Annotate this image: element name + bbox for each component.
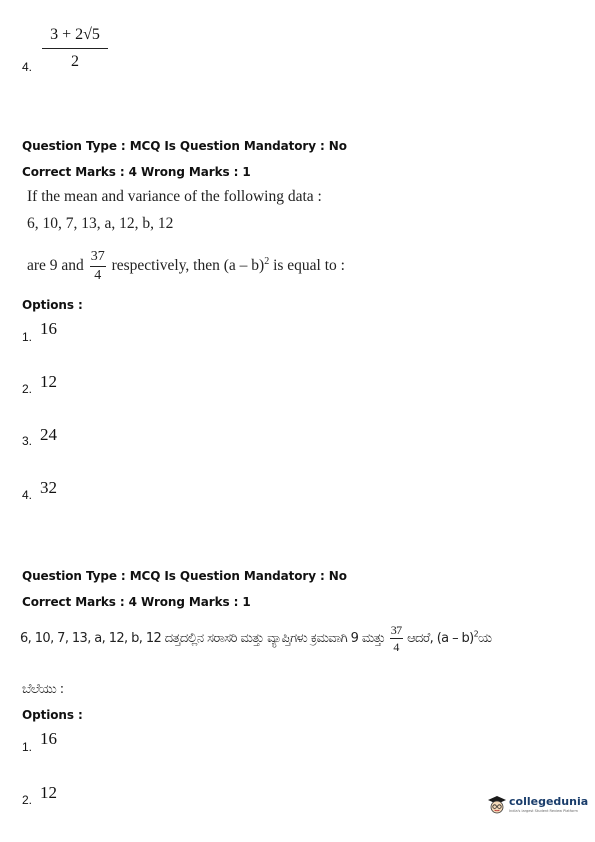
- option-number: 1.: [22, 740, 33, 754]
- variance-fraction: [90, 250, 106, 283]
- question-text-kannada-line2: ಬೆಲೆಯು :: [22, 682, 64, 697]
- marks-meta: Correct Marks : 4 Wrong Marks : 1: [22, 165, 251, 179]
- fraction-numerator: 37: [390, 623, 402, 637]
- option-value: 32: [40, 478, 57, 497]
- option-number: 3.: [22, 434, 33, 448]
- logo-tagline: India's largest Student Review Platform: [509, 809, 578, 813]
- collegedunia-logo: [486, 794, 589, 818]
- question-text-line1: If the mean and variance of the following data :: [27, 188, 322, 205]
- question-type-meta: Question Type : MCQ Is Question Mandatory : No: [22, 569, 347, 583]
- line3-prefix: are 9 and: [27, 257, 84, 275]
- option-number: 4.: [22, 488, 33, 502]
- fraction-denominator: 4: [94, 268, 102, 283]
- option-value: 12: [40, 372, 57, 391]
- option-value: 12: [40, 783, 57, 802]
- option-fraction: [42, 26, 108, 71]
- kannada-body: ಆದರೆ, (a – b): [407, 631, 474, 646]
- exponent: 2: [473, 629, 479, 639]
- line3-body: respectively, then (a – b): [111, 257, 265, 275]
- option-value: 24: [40, 425, 57, 444]
- question-text-line2: 6, 10, 7, 13, a, 12, b, 12: [27, 215, 174, 232]
- marks-meta: Correct Marks : 4 Wrong Marks : 1: [22, 595, 251, 609]
- logo-wordmark: collegedunia: [509, 795, 589, 808]
- option-number: 2.: [22, 382, 33, 396]
- option-number: 2.: [22, 793, 33, 807]
- fraction-numerator: 37: [90, 250, 106, 267]
- variance-fraction: [390, 624, 403, 653]
- fraction-denominator: 4: [393, 640, 399, 654]
- line3-end: is equal to :: [273, 257, 345, 275]
- options-label: Options :: [22, 708, 83, 722]
- question-text-kannada-line1: [20, 624, 491, 653]
- options-label: Options :: [22, 298, 83, 312]
- graduate-mascot-icon: [486, 794, 508, 816]
- exponent: 2: [264, 255, 270, 267]
- kannada-end: ಯ: [478, 631, 492, 646]
- fraction-numerator: 3 + 2√5: [42, 26, 108, 49]
- option-number: 4.: [22, 60, 33, 74]
- fraction-denominator: 2: [71, 53, 79, 70]
- option-value: 16: [40, 729, 57, 748]
- option-value: 16: [40, 319, 57, 338]
- question-text-line3: [27, 250, 345, 283]
- kannada-prefix: 6, 10, 7, 13, a, 12, b, 12 ದತ್ತದಲ್ಲಿನ ಸರಾಸರಿ ಮತ್ತು ವ್ಯಾಪ್ತಿಗಳು ಕ್ರಮವಾಗಿ 9 ಮತ್ತು: [20, 631, 386, 646]
- question-type-meta: Question Type : MCQ Is Question Mandatory : No: [22, 139, 347, 153]
- option-number: 1.: [22, 330, 33, 344]
